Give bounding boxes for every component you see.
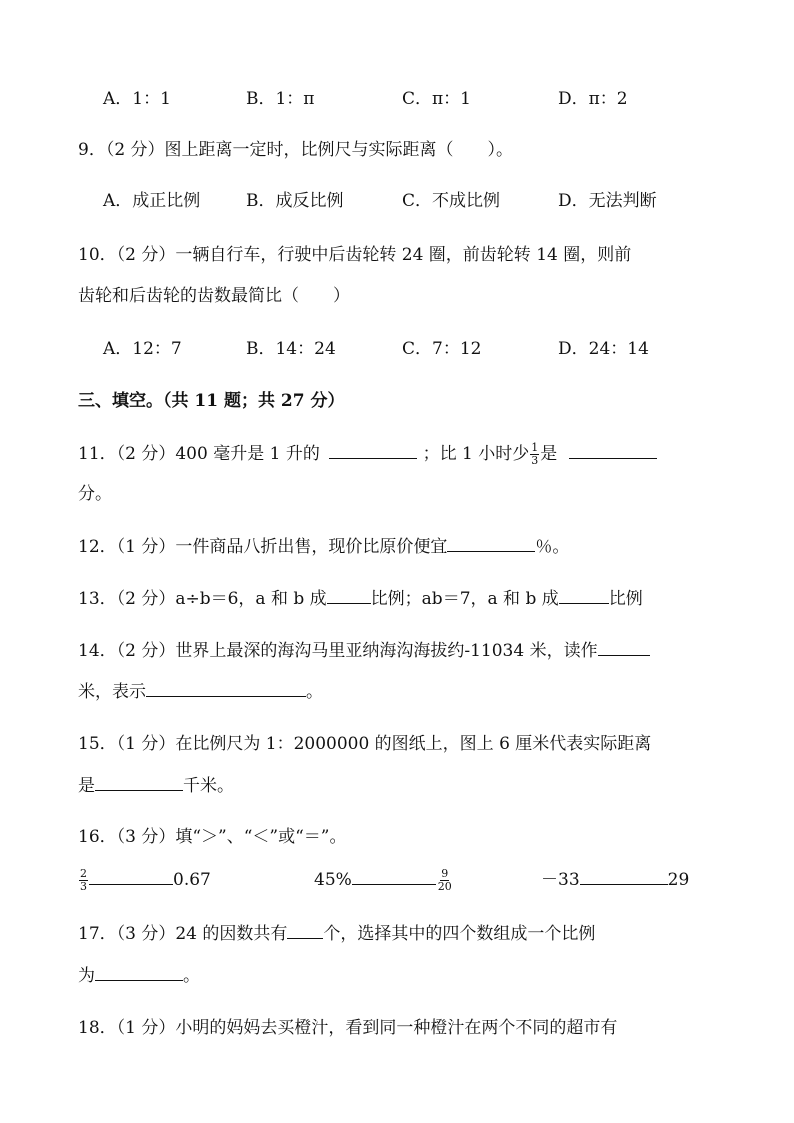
q10-option-a[interactable]: A．12：7: [103, 339, 182, 359]
q13-text-3: 比例: [608, 589, 643, 609]
q18-question-line1: 18．（1 分）小明的妈妈去买橙汁，看到同一种橙汁在两个不同的超市有: [78, 1018, 618, 1038]
q16-compare-2-denominator: 20: [437, 880, 452, 893]
q12-question: [78, 533, 569, 560]
q11-text-1: 11．（2 分）400 毫升是 1 升的: [78, 444, 320, 464]
q16-compare-2-numerator: 9: [441, 867, 449, 880]
q16-compare-3-right: 29: [667, 870, 690, 890]
q9-option-d[interactable]: D．无法判断: [558, 191, 657, 211]
q17-question-line2: [78, 962, 200, 989]
q14-text-2: 米，表示: [78, 682, 146, 702]
q9-option-c[interactable]: C．不成比例: [402, 191, 501, 211]
q12-text-1: 12．（1 分）一件商品八折出售，现价比原价便宜: [78, 537, 448, 557]
q10-option-d[interactable]: D．24：14: [558, 339, 649, 359]
q14-text-3: 。: [306, 682, 323, 702]
q13-blank-2[interactable]: [559, 585, 609, 604]
q13-question: [78, 585, 643, 612]
q16-compare-2: [314, 866, 454, 893]
q9-question: 9．（2 分）图上距离一定时，比例尺与实际距离（ ）。: [78, 140, 514, 160]
q15-blank[interactable]: [95, 772, 183, 791]
q8-option-a[interactable]: A．1：1: [103, 89, 171, 109]
q10-option-b[interactable]: B．14：24: [246, 339, 336, 359]
q16-compare-1-denominator: 3: [80, 880, 87, 893]
q16-compare-3-left: －33: [541, 870, 580, 890]
q13-text-1: 13．（2 分）a÷b＝6，a 和 b 成: [78, 589, 327, 609]
q16-blank-2[interactable]: [352, 866, 436, 885]
q16-compare-1-fraction: [79, 868, 88, 893]
q16-compare-2-fraction: [437, 868, 453, 893]
q11-fraction: [530, 442, 539, 467]
q17-blank-2[interactable]: [95, 962, 183, 981]
q17-text-3: 为: [78, 966, 95, 986]
q8-option-b[interactable]: B．1：π: [246, 89, 315, 109]
q11-question-line1: [78, 440, 657, 467]
section-3-title: 三、填空。（共 11 题；共 27 分）: [78, 391, 345, 411]
q14-blank-2[interactable]: [146, 678, 306, 697]
q17-text-4: 。: [183, 966, 200, 986]
q8-option-d[interactable]: D．π：2: [558, 89, 628, 109]
q17-question-line1: [78, 920, 595, 947]
q11-text-2: ；比 1 小时少: [422, 444, 530, 464]
q16-compare-3: [541, 866, 689, 893]
q9-option-b[interactable]: B．成反比例: [246, 191, 344, 211]
q17-text-1: 17．（3 分）24 的因数共有: [78, 924, 288, 944]
q11-fraction-numerator: 1: [531, 441, 539, 454]
q11-blank-1[interactable]: [329, 440, 417, 459]
q17-text-2: 个，选择其中的四个数组成一个比例: [323, 924, 596, 944]
q10-question-line1: 10．（2 分）一辆自行车，行驶中后齿轮转 24 圈，前齿轮转 14 圈，则前: [78, 245, 632, 265]
q17-blank-1[interactable]: [287, 920, 323, 939]
q11-text-3: 是: [540, 444, 558, 464]
q16-compare-1-right: 0.67: [173, 870, 211, 890]
q14-question-line1: [78, 637, 650, 664]
q16-question: 16．（3 分）填“＞”、“＜”或“＝”。: [78, 827, 347, 847]
q16-compare-1: [78, 866, 211, 893]
q9-option-a[interactable]: A．成正比例: [103, 191, 201, 211]
q14-blank-1[interactable]: [598, 637, 650, 656]
q13-text-2: 比例；ab＝7，a 和 b 成: [370, 589, 559, 609]
q15-text-1: 是: [78, 776, 95, 796]
q10-option-c[interactable]: C．7：12: [402, 339, 482, 359]
q16-blank-1[interactable]: [89, 866, 173, 885]
q16-compare-1-numerator: 2: [80, 867, 87, 880]
q16-blank-3[interactable]: [580, 866, 668, 885]
q16-compare-2-left: 45%: [314, 870, 352, 890]
q14-text-1: 14．（2 分）世界上最深的海沟马里亚纳海沟海拔约-11034 米，读作: [78, 641, 598, 661]
q11-blank-2[interactable]: [569, 440, 657, 459]
q15-text-2: 千米。: [183, 776, 234, 796]
q11-question-line2: 分。: [78, 484, 112, 504]
q11-fraction-denominator: 3: [531, 454, 539, 467]
q10-question-line2: 齿轮和后齿轮的齿数最简比（ ）: [78, 286, 350, 306]
q8-option-c[interactable]: C．π：1: [402, 89, 471, 109]
q12-blank[interactable]: [447, 533, 535, 552]
q13-blank-1[interactable]: [327, 585, 371, 604]
q12-text-2: ％。: [535, 537, 570, 557]
q15-question-line1: 15．（1 分）在比例尺为 1：2000000 的图纸上，图上 6 厘米代表实际距离: [78, 734, 652, 754]
q14-question-line2: [78, 678, 323, 705]
q15-question-line2: [78, 772, 234, 799]
